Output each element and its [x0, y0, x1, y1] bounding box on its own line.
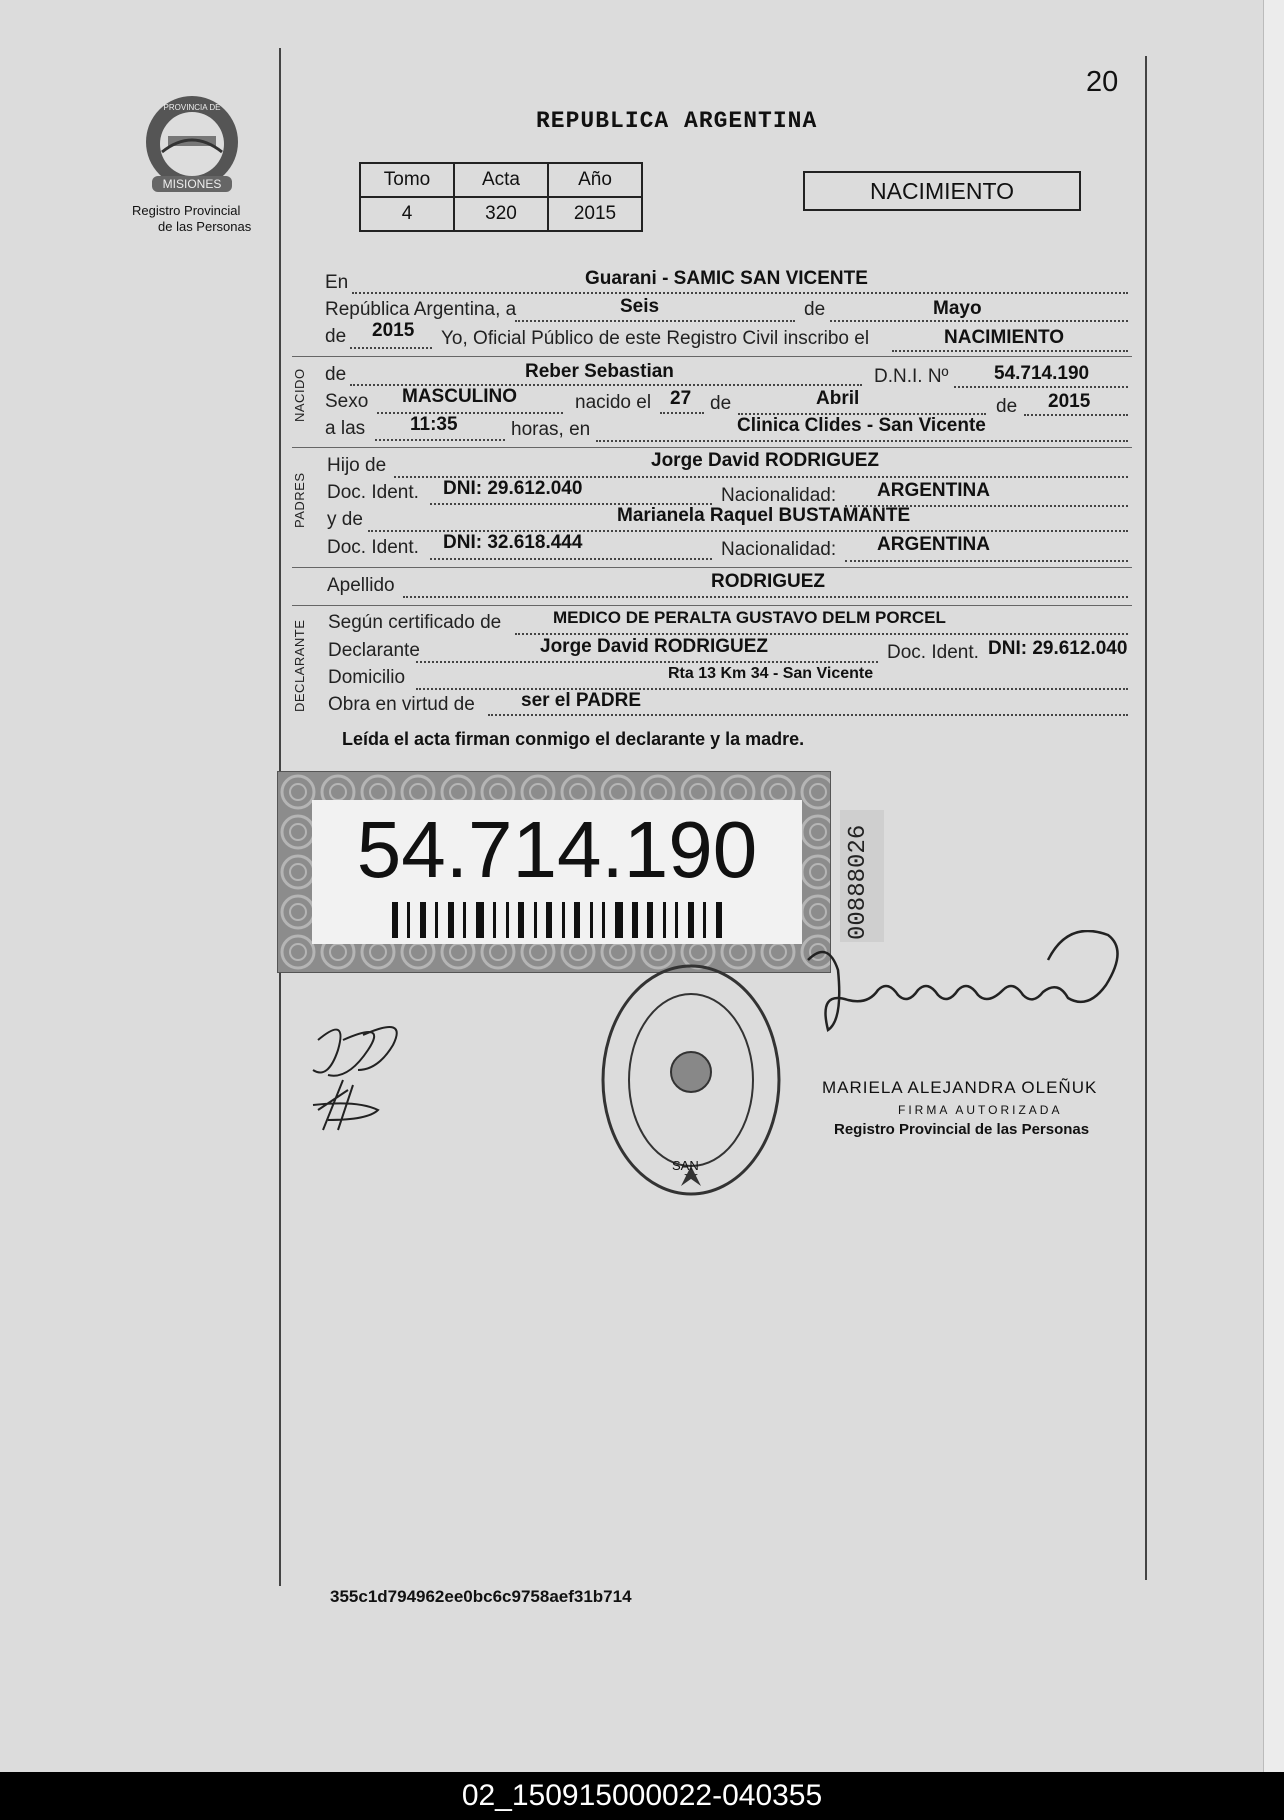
- dotted-line: [892, 350, 1128, 352]
- dotted-line: [830, 320, 1128, 322]
- domicilio-value: Rta 13 Km 34 - San Vicente: [668, 665, 874, 682]
- nacido-anio-value: 2015: [1048, 391, 1091, 412]
- tomo-acta-table: [359, 162, 643, 232]
- svg-text:PROVINCIA DE: PROVINCIA DE: [163, 103, 221, 112]
- section-padres: PADRES: [292, 472, 307, 528]
- section-divider: [292, 567, 1132, 568]
- dotted-line: [403, 596, 1128, 598]
- barcode: [392, 902, 722, 938]
- sexo-value: MASCULINO: [402, 386, 518, 407]
- dotted-line: [660, 412, 704, 414]
- label-dni-number: 54.714.190: [356, 805, 758, 894]
- y-de-label: y de: [327, 509, 363, 530]
- madre-value: Marianela Raquel BUSTAMANTE: [617, 505, 911, 526]
- svg-text:MISIONES: MISIONES: [162, 177, 222, 191]
- dia-value: Seis: [620, 296, 660, 317]
- province-seal-logo: [138, 88, 246, 200]
- logo-caption-1: Registro Provincial: [132, 203, 241, 218]
- madre-nac-value: ARGENTINA: [877, 534, 990, 555]
- closing-statement: Leída el acta firman conmigo el declarante y la madre.: [342, 729, 805, 749]
- dotted-line: [375, 439, 505, 441]
- dni-value: 54.714.190: [994, 363, 1090, 384]
- dotted-line: [430, 558, 712, 560]
- nacido-dia-value: 27: [670, 388, 692, 409]
- padre-nac-value: ARGENTINA: [877, 480, 990, 501]
- dotted-line: [515, 633, 1128, 635]
- anio-value: 2015: [372, 320, 415, 341]
- td-tomo: 4: [360, 197, 454, 231]
- declarante-label: Declarante: [328, 640, 420, 661]
- decl-doc-label: Doc. Ident.: [887, 642, 979, 663]
- oficial-text: Yo, Oficial Público de este Registro Civil inscribo el: [441, 328, 870, 349]
- dotted-line: [352, 292, 1128, 294]
- republica-label: República Argentina, a: [325, 299, 517, 320]
- country-title: REPUBLICA ARGENTINA: [536, 108, 818, 134]
- td-acta: 320: [454, 197, 548, 231]
- acto-value: NACIMIENTO: [944, 327, 1064, 348]
- label-white-area: [312, 800, 802, 944]
- padre-doc-label: Doc. Ident.: [327, 482, 419, 503]
- signatory-name: MARIELA ALEJANDRA OLEÑUK: [822, 1078, 1098, 1097]
- cert-label: Según certificado de: [328, 612, 502, 633]
- id-number-label: [277, 771, 831, 973]
- declarante-value: Jorge David RODRIGUEZ: [540, 636, 769, 657]
- nacido-el-label: nacido el: [575, 392, 652, 413]
- dotted-line: [488, 714, 1128, 716]
- th-tomo: Tomo: [360, 163, 454, 197]
- dotted-line: [845, 560, 1128, 562]
- apellido-value: RODRIGUEZ: [711, 571, 825, 592]
- padre-doc-value: DNI: 29.612.040: [443, 478, 583, 499]
- obra-value: ser el PADRE: [521, 690, 642, 711]
- side-code: 00888026: [845, 824, 872, 940]
- madre-doc-value: DNI: 32.618.444: [443, 532, 583, 553]
- horas-en-label: horas, en: [511, 419, 591, 440]
- domicilio-label: Domicilio: [328, 667, 406, 688]
- hijo-de-label: Hijo de: [327, 455, 387, 476]
- section-declarante: DECLARANTE: [292, 619, 307, 712]
- dotted-line: [350, 347, 432, 349]
- alas-label: a las: [325, 418, 366, 439]
- page-number: 20: [1086, 66, 1119, 98]
- nacido-de-label: de: [325, 364, 347, 385]
- th-anio: Año: [548, 163, 642, 197]
- th-acta: Acta: [454, 163, 548, 197]
- lugar-value: Clinica Clides - San Vicente: [737, 415, 986, 436]
- apellido-label: Apellido: [327, 575, 395, 596]
- scan-footer-id: 02_150915000022-040355: [0, 1772, 1284, 1820]
- section-nacido: NACIDO: [292, 368, 307, 422]
- section-divider: [292, 605, 1132, 606]
- de2-label: de: [325, 326, 347, 347]
- signatory-role: FIRMA AUTORIZADA: [898, 1103, 1063, 1117]
- cert-value: MEDICO DE PERALTA GUSTAVO DELM PORCEL: [553, 608, 946, 627]
- section-divider: [292, 447, 1132, 448]
- section-divider: [292, 356, 1132, 357]
- dotted-line: [954, 386, 1128, 388]
- madre-nac-label: Nacionalidad:: [721, 539, 837, 560]
- en-value: Guarani - SAMIC SAN VICENTE: [585, 268, 868, 289]
- dotted-line: [416, 661, 878, 663]
- signatory-office: Registro Provincial de las Personas: [834, 1121, 1090, 1138]
- document-hash: 355c1d794962ee0bc6c9758aef31b714: [330, 1587, 632, 1606]
- madre-doc-label: Doc. Ident.: [327, 537, 419, 558]
- td-anio: 2015: [548, 197, 642, 231]
- nacido-mes-value: Abril: [816, 388, 860, 409]
- dotted-line: [377, 412, 563, 414]
- nombre-value: Reber Sebastian: [525, 361, 674, 382]
- de-label: de: [804, 299, 826, 320]
- page-edge: [1263, 0, 1284, 1772]
- initials-scribble: [308, 1010, 418, 1140]
- mes-value: Mayo: [933, 298, 982, 319]
- nacido-de2-label: de: [710, 393, 732, 414]
- nacido-de3-label: de: [996, 396, 1018, 417]
- obra-label: Obra en virtud de: [328, 694, 475, 715]
- decl-doc-value: DNI: 29.612.040: [988, 638, 1128, 659]
- en-label: En: [325, 272, 349, 293]
- record-type-box: NACIMIENTO: [803, 171, 1081, 211]
- dotted-line: [1024, 414, 1128, 416]
- padre-nac-label: Nacionalidad:: [721, 485, 837, 506]
- hora-value: 11:35: [410, 414, 458, 435]
- dotted-line: [596, 440, 1128, 442]
- dni-label: D.N.I. Nº: [874, 366, 949, 387]
- padre-value: Jorge David RODRIGUEZ: [651, 450, 880, 471]
- authorized-signature: [788, 930, 1138, 1070]
- sexo-label: Sexo: [325, 391, 369, 412]
- right-margin-line: [1145, 56, 1147, 1580]
- dotted-line: [515, 320, 795, 322]
- stamp-bottom-text: SAN: [672, 1158, 699, 1173]
- logo-caption-2: de las Personas: [158, 219, 252, 234]
